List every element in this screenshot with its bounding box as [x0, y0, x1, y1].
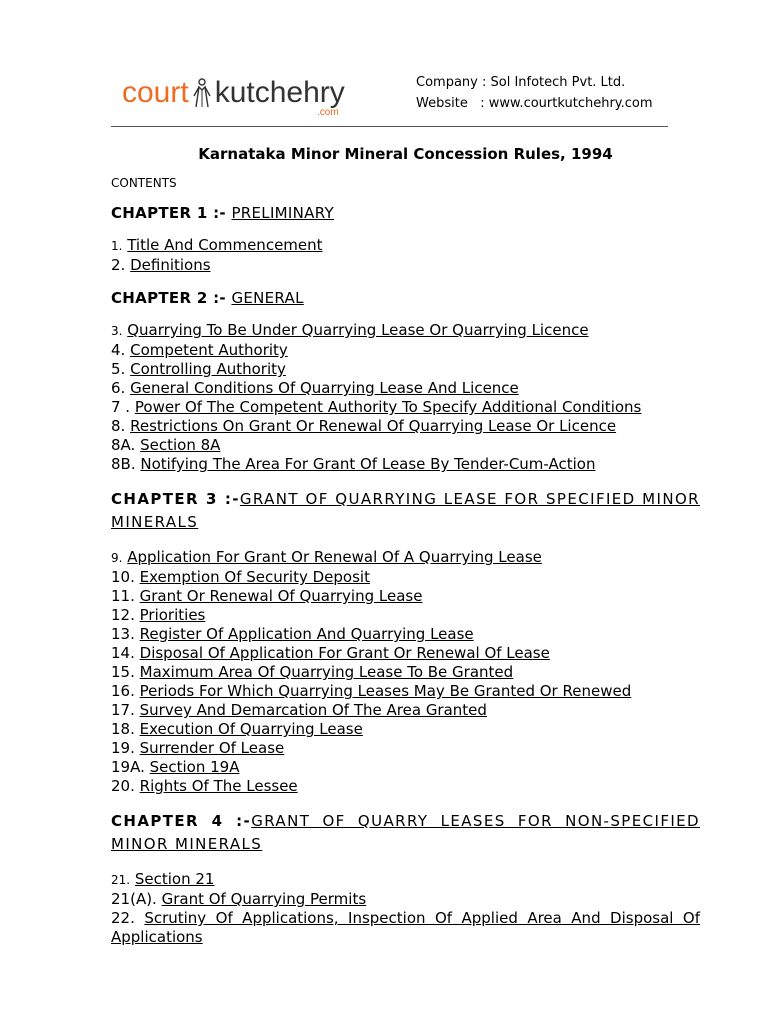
list-item	[111, 739, 700, 758]
chapter-heading	[111, 289, 700, 307]
chapter-number: CHAPTER 3 :-	[111, 490, 240, 508]
contents-label: CONTENTS	[111, 176, 177, 190]
chapter-link[interactable]: GENERAL	[231, 289, 304, 307]
chapter-heading	[111, 488, 700, 534]
list-item	[111, 682, 700, 701]
item-number: 13.	[111, 625, 135, 643]
logo-text-domain: .com	[317, 107, 339, 118]
company-row: Company : Sol Infotech Pvt. Ltd.	[416, 75, 626, 90]
logo-text-kutchehry: kutchehry	[214, 76, 345, 109]
section-link[interactable]: Grant Or Renewal Of Quarrying Lease	[139, 587, 423, 605]
list-item	[111, 398, 700, 417]
item-number: 1.	[111, 239, 123, 253]
item-number: 21(A).	[111, 890, 157, 908]
chapter-number: CHAPTER 1 :-	[111, 204, 226, 222]
item-number: 8.	[111, 417, 126, 435]
header-divider	[111, 126, 668, 127]
list-item	[111, 321, 700, 341]
item-number: 12.	[111, 606, 135, 624]
list-item	[111, 870, 700, 890]
section-link[interactable]: Restrictions On Grant Or Renewal Of Quarrying Lease Or Licence	[130, 417, 617, 435]
list-item	[111, 625, 700, 644]
section-link[interactable]: Competent Authority	[130, 341, 288, 359]
list-item	[111, 758, 700, 777]
section-link[interactable]: Notifying The Area For Grant Of Lease By Tender-Cum-Action	[140, 455, 596, 473]
item-number: 19A.	[111, 758, 145, 776]
item-number: 7 .	[111, 398, 131, 416]
item-number: 2.	[111, 256, 126, 274]
section-link[interactable]: Quarrying To Be Under Quarrying Lease Or Quarrying Licence	[127, 321, 589, 339]
item-number: 15.	[111, 663, 135, 681]
list-item	[111, 417, 700, 436]
document-title: Karnataka Minor Mineral Concession Rules, 1994	[198, 145, 613, 163]
chapter-link[interactable]: GRANT OF QUARRYING LEASE FOR SPECIFIED MINOR MINERALS	[111, 490, 700, 531]
section-link[interactable]: Register Of Application And Quarrying Lease	[139, 625, 474, 643]
section-link[interactable]: Execution Of Quarrying Lease	[139, 720, 363, 738]
section-link[interactable]: Application For Grant Or Renewal Of A Quarrying Lease	[127, 548, 542, 566]
list-item	[111, 360, 700, 379]
section-link[interactable]: Survey And Demarcation Of The Area Granted	[139, 701, 487, 719]
list-item	[111, 256, 700, 275]
item-number: 14.	[111, 644, 135, 662]
item-number: 6.	[111, 379, 126, 397]
section-link[interactable]: Disposal Of Application For Grant Or Renewal Of Lease	[139, 644, 550, 662]
list-item	[111, 644, 700, 663]
item-number: 5.	[111, 360, 126, 378]
chapter-heading	[111, 810, 700, 856]
list-item	[111, 606, 700, 625]
section-link[interactable]: Section 19A	[149, 758, 240, 776]
item-number: 20.	[111, 777, 135, 795]
item-number: 19.	[111, 739, 135, 757]
item-number: 21.	[111, 873, 131, 887]
item-number: 11.	[111, 587, 135, 605]
chapter-number: CHAPTER 2 :-	[111, 289, 226, 307]
section-link[interactable]: Controlling Authority	[130, 360, 286, 378]
item-number: 10.	[111, 568, 135, 586]
chapter-number: CHAPTER 4 :-	[111, 812, 252, 830]
website-row: Website : www.courtkutchehry.com	[416, 96, 653, 111]
list-item	[111, 548, 700, 568]
section-link[interactable]: Grant Of Quarrying Permits	[161, 890, 367, 908]
section-link[interactable]: Definitions	[130, 256, 211, 274]
section-link[interactable]: Power Of The Competent Authority To Specify Additional Conditions	[134, 398, 642, 416]
list-item	[111, 777, 700, 796]
list-item	[111, 909, 700, 947]
section-link[interactable]: Scrutiny Of Applications, Inspection Of Applied Area And Disposal Of Applications	[111, 909, 700, 946]
list-item	[111, 236, 700, 256]
section-link[interactable]: Section 21	[134, 870, 215, 888]
list-item	[111, 379, 700, 398]
item-number: 8A.	[111, 436, 136, 454]
item-number: 18.	[111, 720, 135, 738]
list-item	[111, 720, 700, 739]
list-item	[111, 341, 700, 360]
company-info	[416, 72, 653, 114]
item-number: 17.	[111, 701, 135, 719]
list-item	[111, 663, 700, 682]
list-item	[111, 587, 700, 606]
contents-list	[111, 176, 700, 947]
list-item	[111, 890, 700, 909]
list-item	[111, 436, 700, 455]
section-link[interactable]: Exemption Of Security Deposit	[139, 568, 370, 586]
item-number: 9.	[111, 551, 123, 565]
list-item	[111, 568, 700, 587]
section-link[interactable]: General Conditions Of Quarrying Lease And Licence	[130, 379, 519, 397]
list-item	[111, 701, 700, 720]
item-number: 3.	[111, 324, 123, 338]
section-link[interactable]: Surrender Of Lease	[139, 739, 285, 757]
section-link[interactable]: Periods For Which Quarrying Leases May Be Granted Or Renewed	[139, 682, 632, 700]
lawyer-figure-icon	[191, 78, 213, 108]
logo-text-court: court	[122, 76, 189, 109]
item-number: 8B.	[111, 455, 136, 473]
section-link[interactable]: Maximum Area Of Quarrying Lease To Be Granted	[139, 663, 514, 681]
section-link[interactable]: Section 8A	[140, 436, 221, 454]
list-item	[111, 455, 700, 474]
item-number: 22.	[111, 909, 135, 927]
section-link[interactable]: Rights Of The Lessee	[139, 777, 298, 795]
item-number: 4.	[111, 341, 126, 359]
chapter-link[interactable]: PRELIMINARY	[231, 204, 334, 222]
section-link[interactable]: Title And Commencement	[127, 236, 323, 254]
item-number: 16.	[111, 682, 135, 700]
courtkutchehry-logo	[122, 76, 345, 118]
section-link[interactable]: Priorities	[139, 606, 206, 624]
chapter-link[interactable]: GRANT OF QUARRY LEASES FOR NON-SPECIFIED MINOR MINERALS	[111, 812, 700, 853]
chapter-heading	[111, 204, 700, 222]
